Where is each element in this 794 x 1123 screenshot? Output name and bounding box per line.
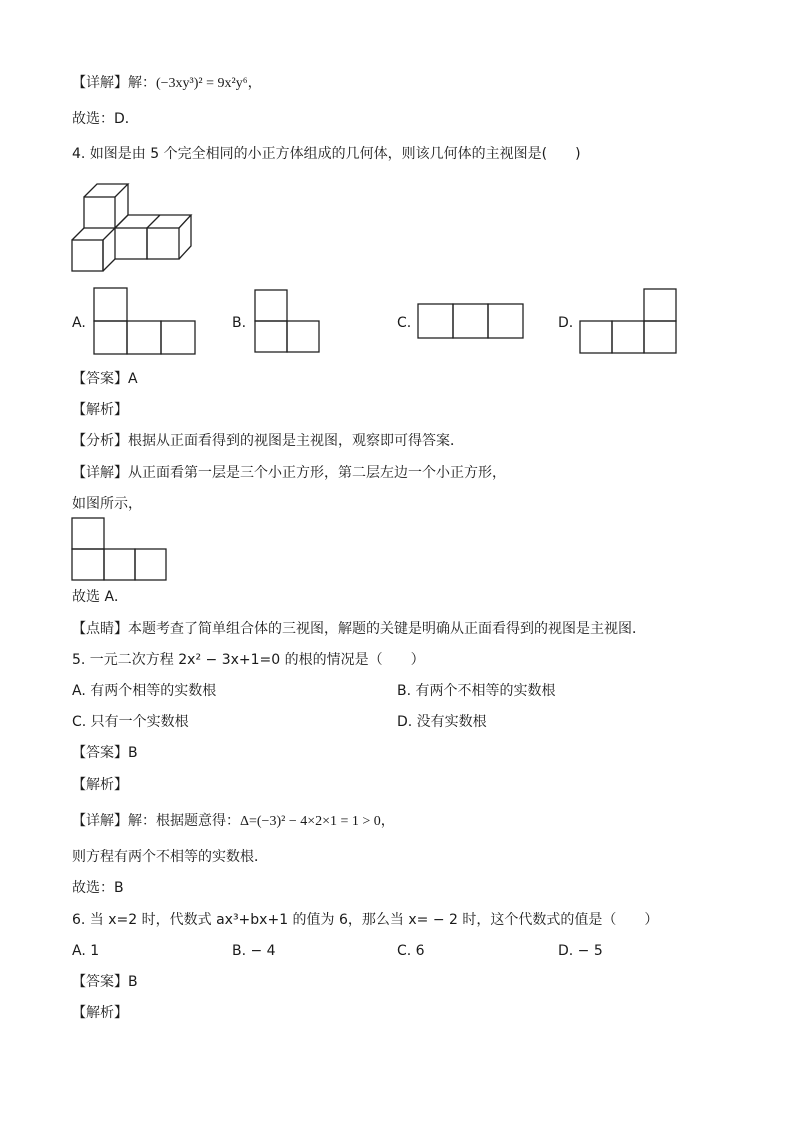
q4-comment: 【点睛】本题考查了简单组合体的三视图，解题的关键是明确从正面看得到的视图是主视图．: [72, 621, 646, 637]
prev-choose: 故选：D．: [72, 111, 139, 127]
prev-detail-prefix: 【详解】解：: [72, 75, 156, 91]
square: [612, 321, 644, 353]
square: [287, 321, 319, 352]
q4-fenxi: 【分析】根据从正面看得到的视图是主视图，观察即可得答案．: [72, 433, 464, 449]
q4-as-shown: 如图所示，: [72, 496, 142, 512]
q5-option-c: C. 只有一个实数根: [72, 714, 189, 730]
q6-option-a: A. 1: [72, 943, 100, 959]
q4-option-b-figure: [254, 289, 320, 353]
q4-option-a-figure: [93, 287, 197, 355]
cube-top-front: [84, 197, 115, 228]
q5-detail-line: [72, 812, 395, 831]
q4-option-c-figure: [417, 303, 525, 339]
q6-option-d: D. − 5: [558, 943, 603, 959]
q4-option-b-label: B.: [232, 315, 247, 331]
q6-answer: 【答案】B: [72, 974, 138, 990]
square: [94, 321, 127, 354]
q5-analysis-heading: 【解析】: [72, 777, 128, 793]
q5-conclusion: 则方程有两个不相等的实数根．: [72, 849, 268, 865]
cube-bottom-1-side: [103, 228, 115, 271]
square: [255, 321, 287, 352]
q4-3d-cube-figure: [70, 182, 195, 274]
cube-bottom-1-front: [72, 240, 103, 271]
cube-right-front: [147, 228, 179, 259]
square: [488, 304, 523, 338]
q6-stem: 6. 当 x=2 时，代数式 ax³+bx+1 的值为 6，那么当 x= − 2 时，这个代数式的值是（ ）: [72, 912, 659, 928]
q4-option-a-label: A.: [72, 315, 86, 331]
square: [644, 321, 676, 353]
q4-option-d-figure: [579, 288, 678, 354]
q5-detail-prefix: 【详解】解：根据题意得：: [72, 813, 240, 829]
square: [72, 518, 104, 549]
q5-answer: 【答案】B: [72, 745, 138, 761]
q4-option-d-label: D.: [558, 315, 574, 331]
cube-top-top: [84, 184, 128, 197]
q4-solution-figure: [71, 517, 168, 581]
cube-mid-front: [115, 228, 147, 259]
q5-option-b: B. 有两个不相等的实数根: [397, 683, 556, 699]
q6-analysis-heading: 【解析】: [72, 1005, 128, 1021]
square: [104, 549, 135, 580]
prev-math-expression: (−3xy³)² = 9x²y⁶，: [156, 76, 262, 91]
q4-analysis-heading: 【解析】: [72, 402, 128, 418]
q4-answer: 【答案】A: [72, 371, 138, 387]
square: [72, 549, 104, 580]
q5-option-a: A. 有两个相等的实数根: [72, 683, 217, 699]
square: [161, 321, 195, 354]
square: [418, 304, 453, 338]
q4-detail: 【详解】从正面看第一层是三个小正方形，第二层左边一个小正方形，: [72, 465, 506, 481]
square: [644, 289, 676, 321]
square: [255, 290, 287, 321]
q6-option-c: C. 6: [397, 943, 425, 959]
q6-option-b: B. − 4: [232, 943, 276, 959]
q4-option-c-label: C.: [397, 315, 412, 331]
square: [135, 549, 166, 580]
q4-choose: 故选 A．: [72, 589, 129, 605]
square: [580, 321, 612, 353]
cube-right-top: [115, 215, 191, 228]
q5-math-expression: Δ=(−3)² − 4×2×1 = 1 > 0，: [240, 814, 395, 829]
q5-option-d: D. 没有实数根: [397, 714, 487, 730]
cube-bottom-1-top: [72, 228, 84, 240]
q5-choose: 故选：B: [72, 880, 124, 896]
square: [94, 288, 127, 321]
square: [127, 321, 161, 354]
q5-stem: 5. 一元二次方程 2x² − 3x+1=0 的根的情况是（ ）: [72, 652, 425, 668]
square: [453, 304, 488, 338]
q4-stem: 4. 如图是由 5 个完全相同的小正方体组成的几何体，则该几何体的主视图是( ): [72, 146, 581, 162]
prev-detail-line: [72, 74, 262, 93]
